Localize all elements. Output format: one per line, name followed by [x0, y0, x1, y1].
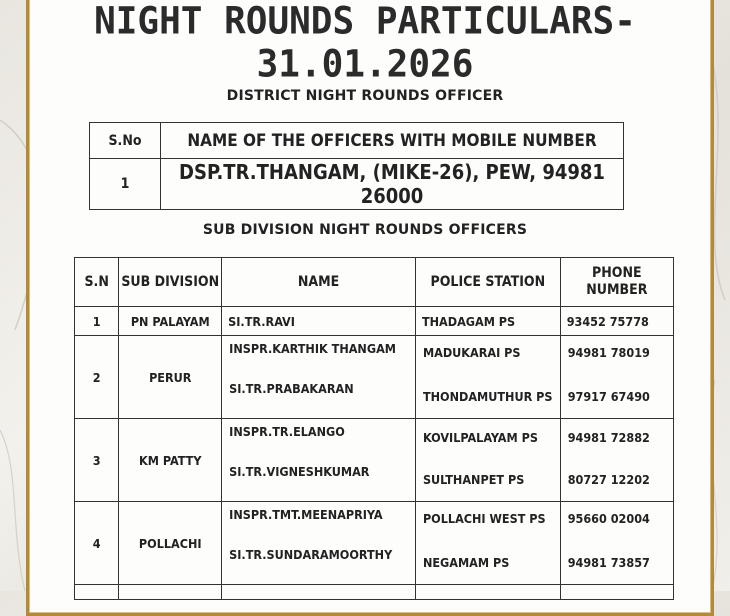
- row-police-station: NEGAMAM PS: [422, 555, 510, 570]
- table-row: [75, 336, 674, 419]
- row-officer-name: INSPR.TMT.MEENAPRIYA: [229, 507, 383, 522]
- district-heading: DISTRICT NIGHT ROUNDS OFFICER: [226, 88, 504, 104]
- row-officer-name: INSPR.TR.ELANGO: [229, 424, 345, 439]
- row-officer-name: SI.TR.VIGNESHKUMAR: [229, 464, 370, 479]
- row-officer-name: SI.TR.PRABAKARAN: [229, 381, 354, 396]
- row-officer-name: SI.TR.SUNDARAMOORTHY: [229, 547, 393, 562]
- row-police-station: THADAGAM PS: [415, 307, 560, 336]
- document-title: NIGHT ROUNDS PARTICULARS- 31.01.2026: [94, 0, 636, 87]
- row-officer-name: SI.TR.RAVI: [222, 307, 416, 336]
- row-phone: 94981 78019: [567, 345, 650, 360]
- row-phone: 80727 12202: [567, 472, 650, 487]
- col-subdivision-header: SUB DIVISION: [119, 258, 222, 307]
- row-phone: 93452 75778: [560, 307, 673, 336]
- table-row-partial: [75, 585, 674, 600]
- district-officer-value: DSP.TR.THANGAM, (MIKE-26), PEW, 94981 26000: [161, 159, 624, 210]
- col-sn-header: S.N: [75, 258, 119, 307]
- row-phone: 94981 73857: [567, 555, 650, 570]
- row-police-station: KOVILPALAYAM PS: [422, 430, 538, 445]
- row-phone: 95660 02004: [567, 511, 650, 526]
- row-sn: 4: [75, 502, 119, 585]
- row-phone: 94981 72882: [567, 430, 650, 445]
- row-subdivision: KM PATTY: [119, 419, 222, 502]
- table-row: [75, 307, 674, 336]
- row-sn: 1: [75, 307, 119, 336]
- district-row-sno: 1: [90, 159, 161, 210]
- row-subdivision: PN PALAYAM: [119, 307, 222, 336]
- district-officer-table: [89, 122, 624, 210]
- row-officer-name: INSPR.KARTHIK THANGAM: [229, 341, 396, 356]
- row-subdivision: PERUR: [119, 336, 222, 419]
- col-station-header: POLICE STATION: [415, 258, 560, 307]
- row-police-station: POLLACHI WEST PS: [422, 511, 546, 526]
- row-sn: 2: [75, 336, 119, 419]
- col-sno-header: S.No: [90, 123, 161, 159]
- subdivision-heading: SUB DIVISION NIGHT ROUNDS OFFICERS: [202, 222, 528, 238]
- table-row: [75, 419, 674, 502]
- col-officer-header: NAME OF THE OFFICERS WITH MOBILE NUMBER: [161, 123, 624, 159]
- row-sn: 3: [75, 419, 119, 502]
- col-name-header: NAME: [222, 258, 416, 307]
- row-police-station: SULTHANPET PS: [422, 472, 525, 487]
- table-row: [75, 502, 674, 585]
- row-police-station: MADUKARAI PS: [422, 345, 521, 360]
- col-phone-header: PHONE NUMBER: [560, 258, 673, 307]
- row-phone: 97917 67490: [567, 389, 650, 404]
- row-police-station: THONDAMUTHUR PS: [422, 389, 553, 404]
- subdivision-officer-table: [74, 257, 674, 600]
- row-subdivision: POLLACHI: [119, 502, 222, 585]
